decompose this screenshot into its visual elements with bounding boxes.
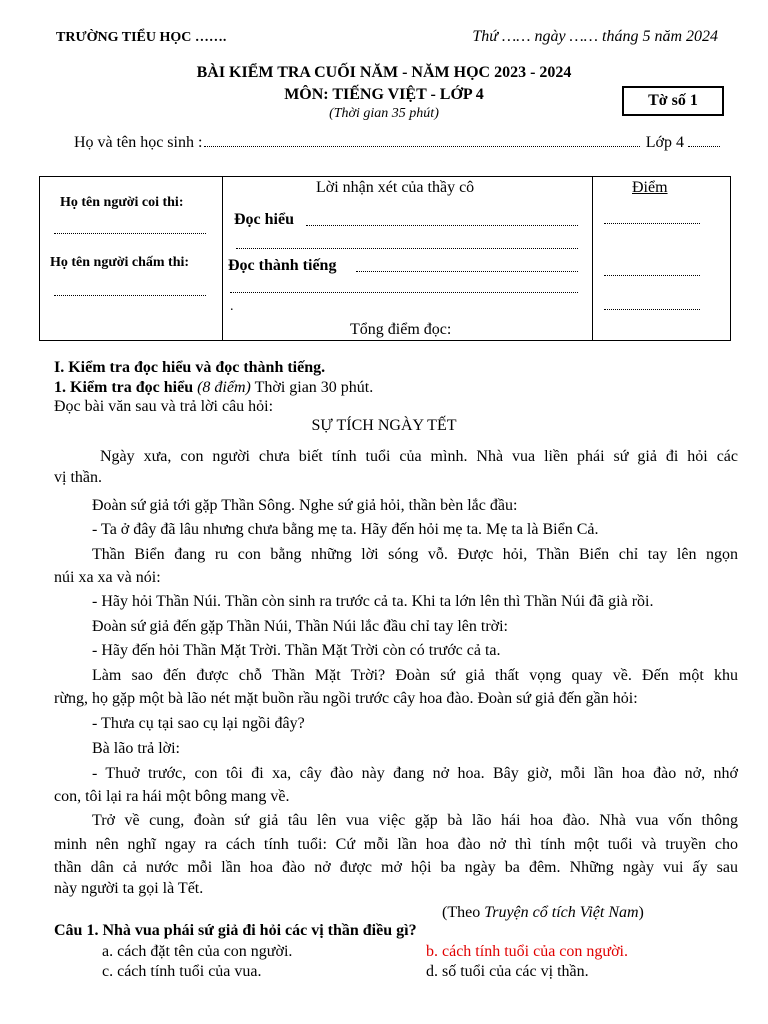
school-name: TRƯỜNG TIỂU HỌC ……. [56,30,227,45]
exam-subject: MÔN: TIẾNG VIỆT - LỚP 4 [284,86,484,103]
part-heading: I. Kiểm tra đọc hiểu và đọc thành tiếng. [54,359,326,376]
table-divider [222,177,223,340]
comment-header: Lời nhận xét của thầy cô [316,179,475,196]
answer-option-c[interactable]: c. cách tính tuổi của vua. [102,963,262,980]
story-line: Làm sao đến được chỗ Thần Mặt Trời? Đoàn sứ giả thất vọng quay về. Đến một khu [92,667,738,684]
sheet-number-box: Tờ số 1 [622,86,724,116]
exam-title: BÀI KIỂM TRA CUỐI NĂM - NĂM HỌC 2023 - 2024 [196,64,572,81]
total-reading-score-label: Tổng điểm đọc: [350,321,452,338]
story-line: Trở về cung, đoàn sứ giả tâu lên vua việc gặp bà lão hái hoa đào. Nhà vua vốn thông [92,812,738,829]
stray-dot: . [230,299,234,314]
score-header: Điểm [632,179,668,196]
story-line: Bà lão trả lời: [92,740,180,757]
exam-date: Thứ …… ngày …… tháng 5 năm 2024 [472,28,718,45]
exam-time: (Thời gian 35 phút) [329,106,439,121]
reading-comprehension-label: Đọc hiểu [234,211,294,228]
story-line: - Ta ở đây đã lâu nhưng chưa bằng mẹ ta. Hãy đến hỏi mẹ ta. Mẹ ta là Biển Cả. [92,521,599,538]
comment-line[interactable] [230,292,578,293]
reading-aloud-label: Đọc thành tiếng [228,257,337,274]
story-line: vị thần. [54,469,102,486]
comment-line[interactable] [236,248,578,249]
class-label: Lớp 4 [645,134,684,151]
story-source [442,904,644,922]
subsection-heading [54,379,373,397]
reading-comprehension-field[interactable] [306,225,578,226]
student-name-line [74,134,720,152]
reading-aloud-field[interactable] [356,271,578,272]
story-line: núi xa xa và nói: [54,569,161,586]
answer-option-b[interactable]: b. cách tính tuổi của con người. [426,943,628,960]
class-field[interactable] [688,134,720,147]
table-divider [592,177,593,340]
story-line: - Thuở trước, con tôi đi xa, cây đào này đang nở hoa. Bây giờ, mỗi lần hoa đào nở, nhớ [92,765,738,782]
student-name-label: Họ và tên học sinh : [74,134,203,151]
story-line: rừng, họ gặp một bà lão nét mặt buồn rầu ngồi trước cây hoa đào. Đoàn sứ giả đến gần hỏi: [54,690,638,707]
story-line: Đoàn sứ giả tới gặp Thần Sông. Nghe sứ giả hỏi, thần bèn lắc đầu: [92,497,518,514]
story-line: Ngày xưa, con người chưa biết tính tuổi của mình. Nhà vua liền phái sứ giả đi hỏi các [100,448,738,465]
reading-instruction: Đọc bài văn sau và trả lời câu hỏi: [54,398,274,415]
story-line: - Hãy hỏi Thần Núi. Thần còn sinh ra trước cả ta. Khi ta lớn lên thì Thần Núi đã già rồi. [92,593,654,610]
story-line: - Thưa cụ tại sao cụ lại ngồi đây? [92,715,305,732]
source-suffix: ) [638,904,644,921]
proctor-name-field[interactable] [54,233,206,234]
score-table [39,176,731,341]
score-field-total[interactable] [604,309,700,310]
story-title: SỰ TÍCH NGÀY TẾT [311,417,457,434]
grader-label: Họ tên người chấm thi: [50,255,190,270]
story-line: Đoàn sứ giả đến gặp Thần Núi, Thần Núi lắc đầu chỉ tay lên trời: [92,618,508,635]
subsection-points: (8 điểm) [197,379,251,396]
story-line: minh nên nghĩ ngay ra cách tính tuổi: Cứ mỗi lần hoa đào nở thì tính một tuổi và truyền cho [54,836,738,853]
story-line: này người ta gọi là Tết. [54,880,204,897]
question-1: Câu 1. Nhà vua phái sứ giả đi hỏi các vị thần điều gì? [54,922,417,939]
score-field-aloud[interactable] [604,275,700,276]
score-field-comprehension[interactable] [604,223,700,224]
story-line: thần dân cả nước mỗi lần hoa đào nở được mở hội ba ngày ba đêm. Những ngày vui ấy sau [54,859,738,876]
source-prefix: (Theo [442,904,481,921]
proctor-label: Họ tên người coi thi: [60,195,184,210]
subsection-title: 1. Kiểm tra đọc hiểu [54,379,194,396]
answer-option-a[interactable]: a. cách đặt tên của con người. [102,943,293,960]
subsection-duration: Thời gian 30 phút. [254,379,374,396]
story-line: Thần Biển đang ru con bằng những lời sóng vỗ. Được hỏi, Thần Biển chỉ tay lên ngọn [92,546,738,563]
story-line: - Hãy đến hỏi Thần Mặt Trời. Thần Mặt Trời còn có trước cả ta. [92,642,501,659]
student-name-field[interactable] [204,134,639,147]
source-title: Truyện cổ tích Việt Nam [484,904,639,921]
answer-option-d[interactable]: d. số tuổi của các vị thần. [426,963,589,980]
grader-name-field[interactable] [54,295,206,296]
story-line: con, tôi lại ra hái một bông mang về. [54,788,290,805]
